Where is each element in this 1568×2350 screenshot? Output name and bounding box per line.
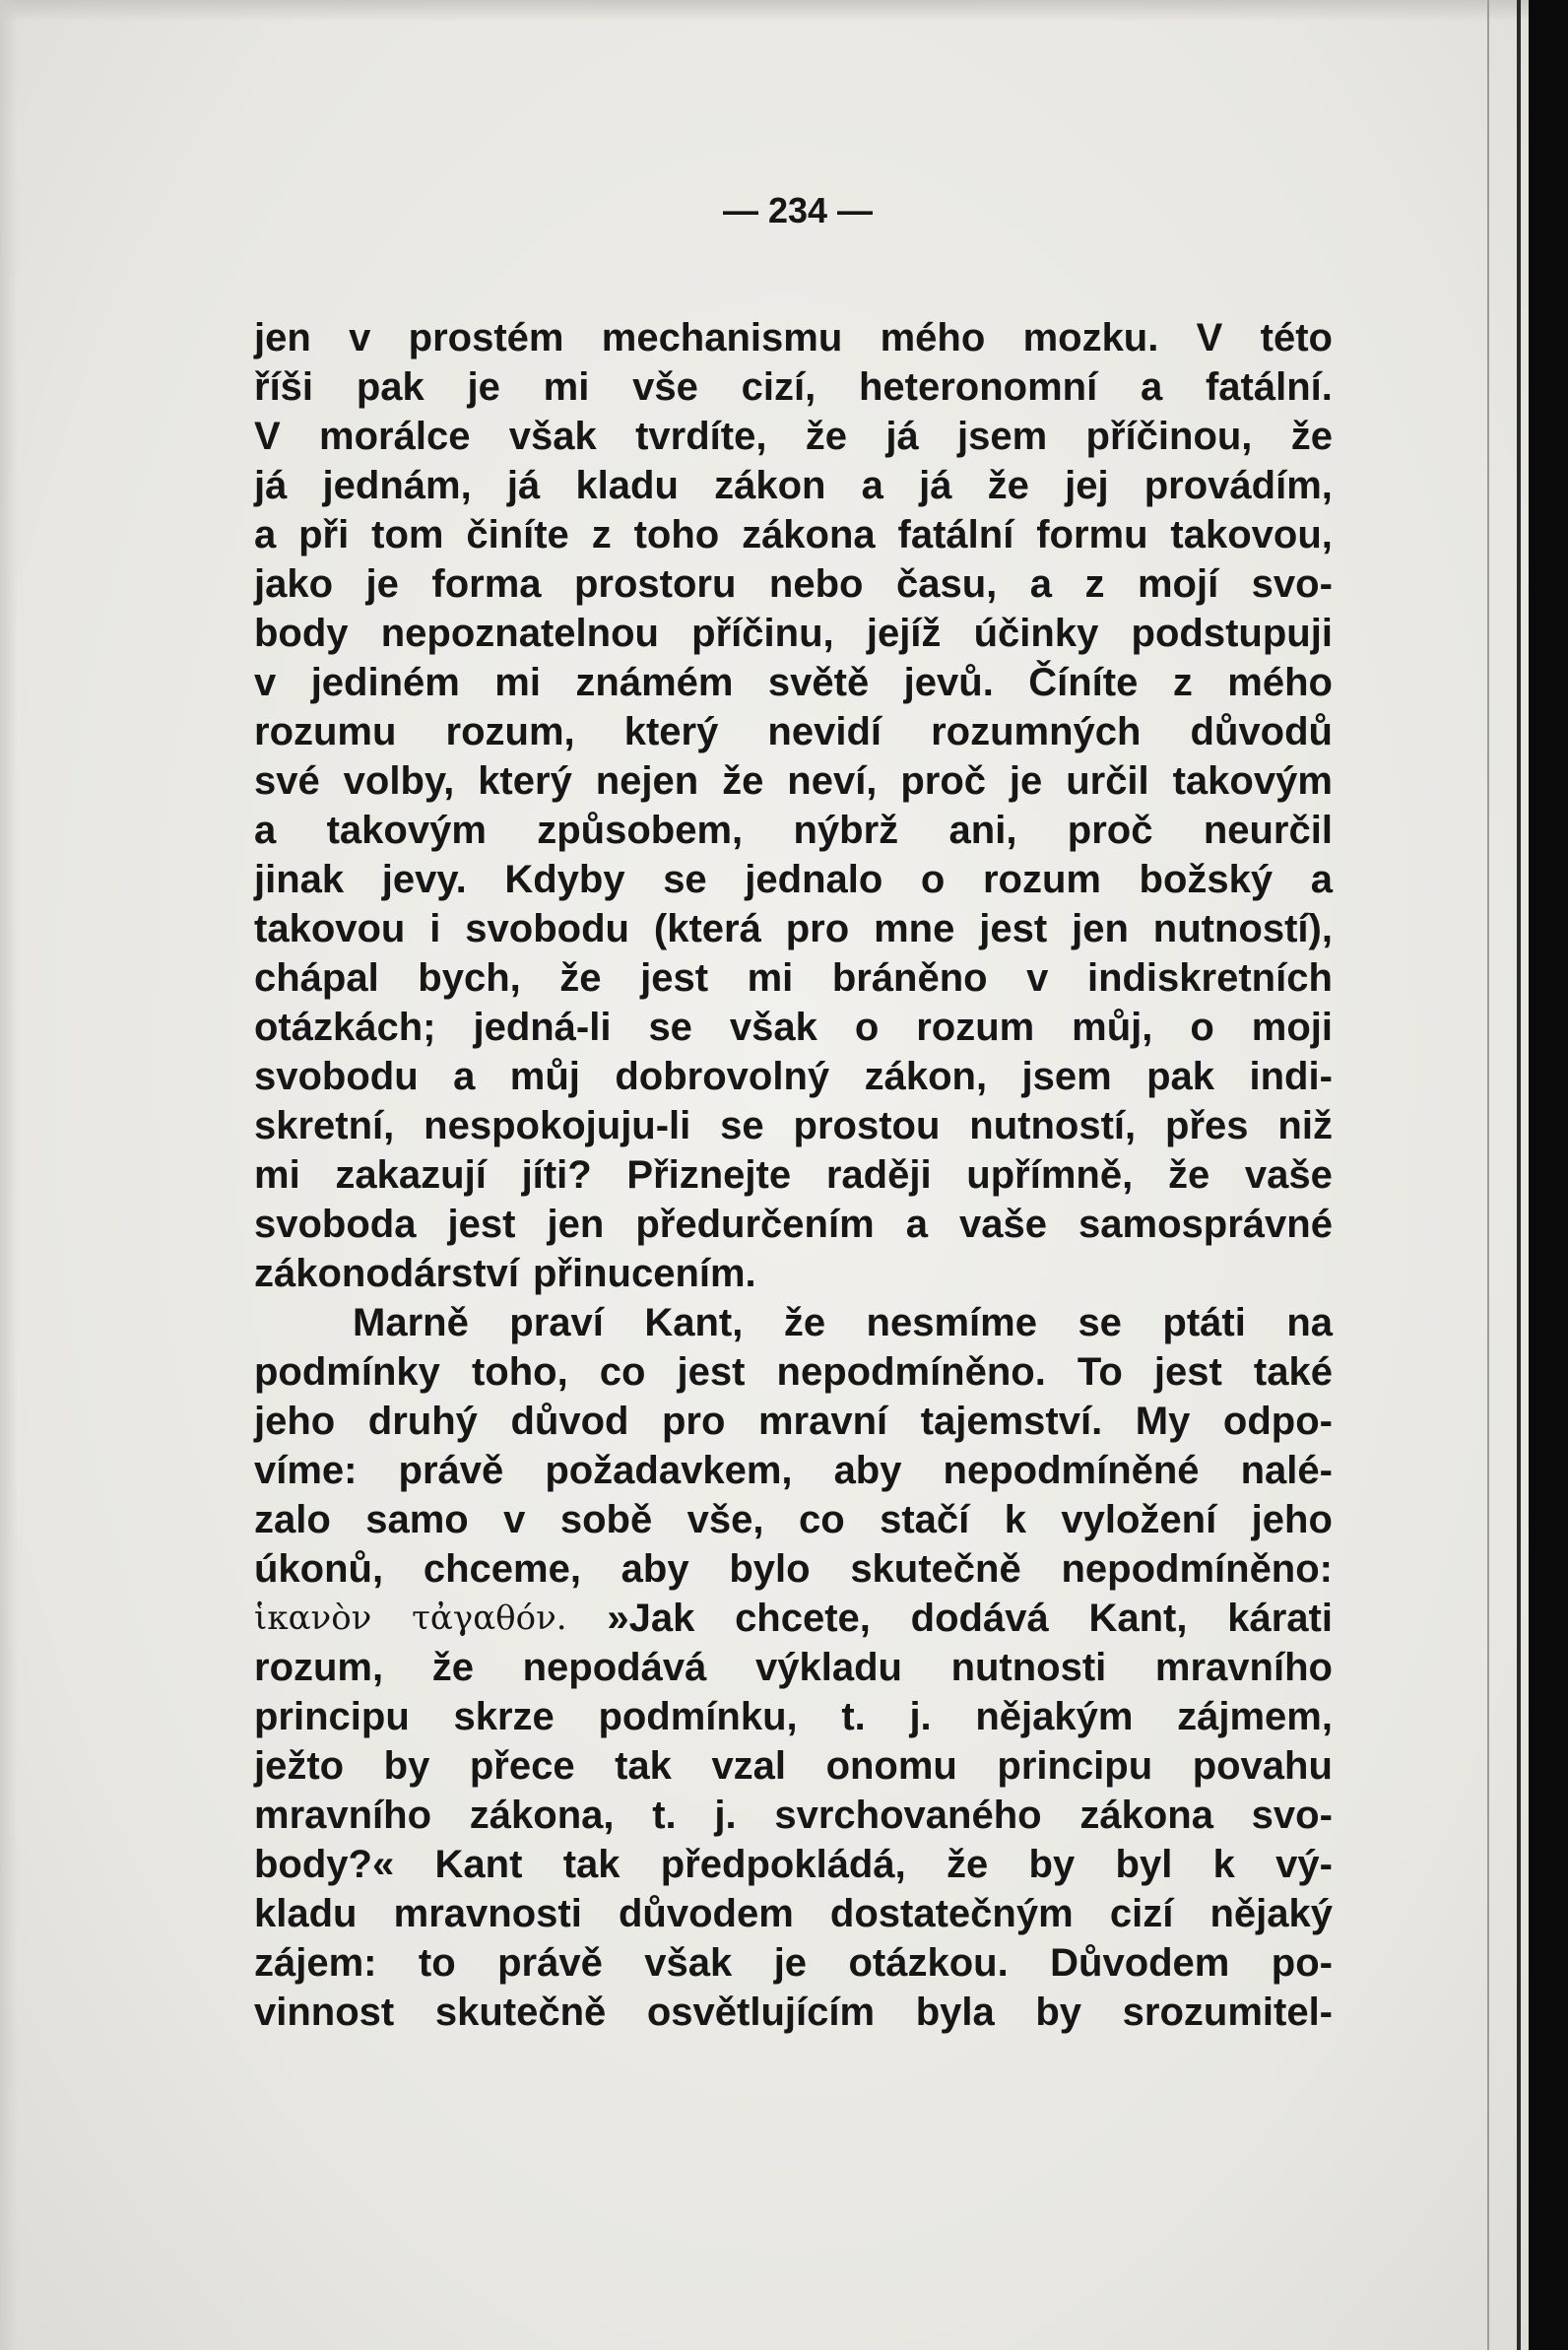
text-line: já jednám, já kladu zákon a já že jej provádím, — [254, 464, 1333, 507]
text-line: víme: právě požadavkem, aby nepodmíněné nalé- — [254, 1449, 1333, 1492]
text-line: mi zakazují jíti? Přiznejte raději upřímně, že vaše — [254, 1153, 1333, 1197]
text-line: svobodu a můj dobrovolný zákon, jsem pak indi- — [254, 1055, 1333, 1098]
body-text — [254, 313, 1333, 2037]
page-number: — 234 — — [722, 190, 874, 230]
text-line: mravního zákona, t. j. svrchovaného zákona svo- — [254, 1794, 1333, 1837]
text-line: podmínky toho, co jest nepodmíněno. To jest také — [254, 1350, 1333, 1394]
text-line: jako je forma prostoru nebo času, a z mojí svo- — [254, 562, 1333, 606]
text-line: svoboda jest jen předurčením a vaše samosprávné — [254, 1203, 1333, 1246]
text-line: principu skrze podmínku, t. j. nějakým zájmem, — [254, 1695, 1333, 1738]
text-line: kladu mravnosti důvodem dostatečným cizí nějaký — [254, 1892, 1333, 1935]
text-line: v jediném mi známém světě jevů. Číníte z mého — [254, 661, 1333, 704]
text-line: rozum, že nepodává výkladu nutnosti mravního — [254, 1646, 1333, 1689]
text-line: zájem: to právě však je otázkou. Důvodem po- — [254, 1941, 1333, 1985]
text-line: ἱκανὸν τἀγαθόν. »Jak chcete, dodává Kant, kárati — [254, 1597, 1333, 1640]
text-line: jen v prostém mechanismu mého mozku. V této — [254, 316, 1333, 359]
text-line: jinak jevy. Kdyby se jednalo o rozum božský a — [254, 858, 1333, 901]
right-margin-rule — [1487, 0, 1489, 2350]
text-line: body?« Kant tak předpokládá, že by byl k vý- — [254, 1843, 1333, 1886]
text-line: zalo samo v sobě vše, co stačí k vyložení jeho — [254, 1498, 1333, 1541]
text-line: Marně praví Kant, že nesmíme se ptáti na — [353, 1301, 1333, 1344]
book-binding-edge — [1529, 0, 1568, 2350]
text-line: úkonů, chceme, aby bylo skutečně nepodmíněno: — [254, 1547, 1333, 1591]
text-line: V morálce však tvrdíte, že já jsem příčinou, že — [254, 415, 1333, 458]
text-line: a při tom činíte z toho zákona fatální formu takovou, — [254, 513, 1333, 556]
text-line: své volby, který nejen že neví, proč je určil takovým — [254, 759, 1333, 803]
text-line: chápal bych, že jest mi bráněno v indiskretních — [254, 956, 1333, 1000]
text-line: zákonodárství přinucením. — [254, 1252, 756, 1295]
text-line: a takovým způsobem, nýbrž ani, proč neurčil — [254, 809, 1333, 852]
text-line: body nepoznatelnou příčinu, jejíž účinky podstupuji — [254, 612, 1333, 655]
text-line: otázkách; jedná-li se však o rozum můj, o moji — [254, 1006, 1333, 1049]
page-edge-rule — [1517, 0, 1521, 2350]
text-line: vinnost skutečně osvětlujícím byla by srozumitel- — [254, 1991, 1333, 2034]
left-edge-shadow — [0, 0, 18, 2350]
text-line: ježto by přece tak vzal onomu principu povahu — [254, 1744, 1333, 1788]
text-line: jeho druhý důvod pro mravní tajemství. My odpo- — [254, 1400, 1333, 1443]
text-line: takovou i svobodu (která pro mne jest jen nutností), — [254, 907, 1333, 950]
text-line: skretní, nespokojuju-li se prostou nutností, přes niž — [254, 1104, 1333, 1147]
text-line: rozumu rozum, který nevidí rozumných důvodů — [254, 710, 1333, 753]
text-line: říši pak je mi vše cizí, heteronomní a fatální. — [254, 365, 1333, 409]
top-edge-shadow — [0, 0, 1568, 22]
